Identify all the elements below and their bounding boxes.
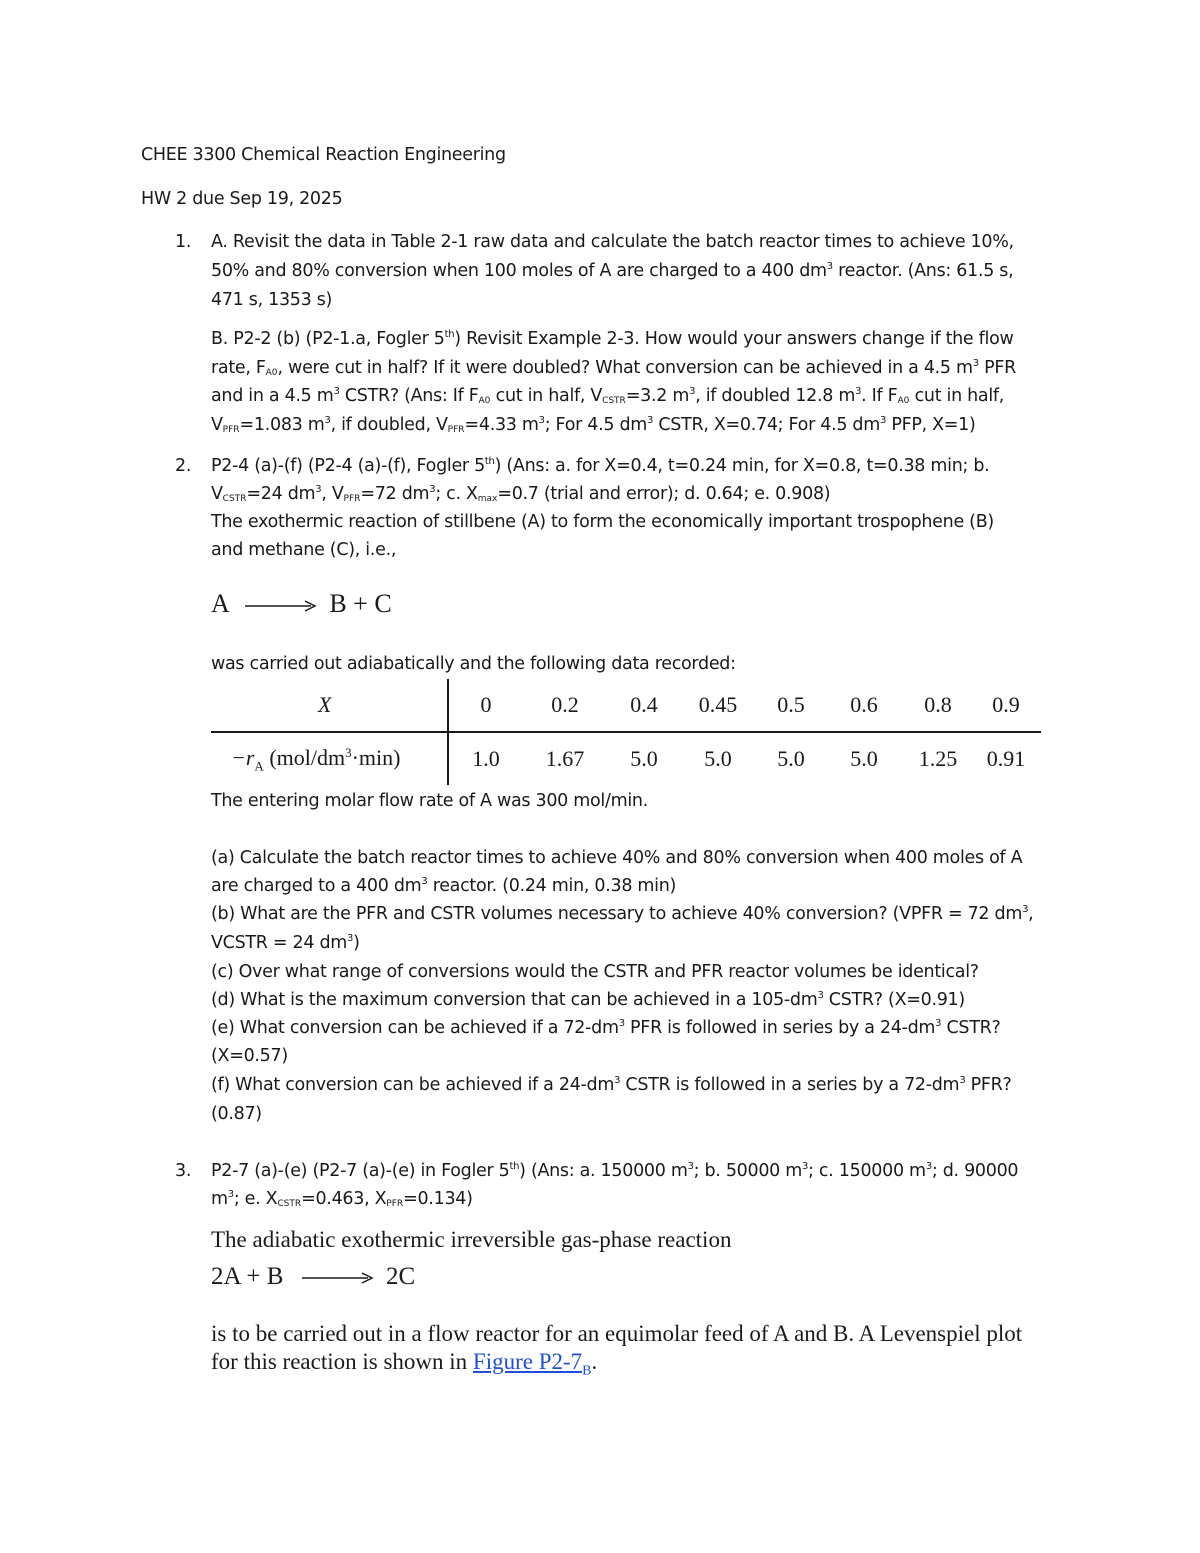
q2-part-a-line1: (a) Calculate the batch reactor times to achieve 40% and 80% conversion when 400 moles of A [211,848,1023,868]
q2-part-f-line2: (0.87) [211,1104,262,1124]
q2-line1: P2-4 (a)-(f) (P2-4 (a)-(f), Fogler 5th) (Ans: a. for X=0.4, t=0.24 min, for X=0.8, t=0.38 min; b. [211,456,990,476]
table-rate-cell: 5.0 [704,746,732,771]
q2-part-b-line2: VCSTR = 24 $dm^3$) [211,933,360,953]
q1-number: 1. [175,232,192,252]
q1-a-line1: A. Revisit the data in Table 2-1 raw data and calculate the batch reactor times to achieve 10%, [211,232,1014,252]
q2-number: 2. [175,456,192,476]
q1-b-line3: and in a 4.5 $m^3$ CSTR? (Ans: If $F_{A0}$ cut in half, $V_{CSTR}=3.2$ $m^3$, if doubled 12.8 $m^3$. If $F_{A0}$ cut in half, [211,386,1005,406]
q2-part-f-line1: (f) What conversion can be achieved if a $24-dm^3$ CSTR is followed in a series by a $72-dm^3$ PFR? [211,1075,1012,1095]
table-rate-cell: 0.91 [986,746,1026,771]
q3-intro: The adiabatic exothermic irreversible gas-phase reaction [211,1227,732,1252]
q2-part-b-line1: (b) What are the PFR and CSTR volumes necessary to achieve 40% conversion? (VPFR = 72 $dm^3$, [211,904,1034,924]
q2-reaction [211,589,392,619]
q1-a-line2: 50% and 80% conversion when 100 moles of A are charged to a 400 $dm^3$ reactor. (Ans: 61.5 s, [211,261,1014,281]
q2-line4: and methane (C), i.e., [211,540,397,560]
q3-body-line1: is to be carried out in a flow reactor for an equimolar feed of A and B. A Levenspiel plot [211,1321,1023,1346]
q2-part-d: (d) What is the maximum conversion that can be achieved in a $105-dm^3$ CSTR? (X=0.91) [211,990,965,1010]
table-rate-cell: 1.25 [918,746,958,771]
q2-data-intro: was carried out adiabatically and the following data recorded: [211,654,736,674]
table-x-header: X [318,692,332,717]
reaction-reactant: A [211,589,229,618]
q1-b-line4: $V_{PFR}=1.083$ $m^3$, if doubled, $V_{PFR}=4.33$ $m^3$; For 4.5 $dm^3$ CSTR, X=0.74; For 4.5 $dm^3$ PFP, X=1) [211,415,976,435]
table-x-cell: 0.4 [630,692,658,717]
table-rate-cell: 5.0 [777,746,805,771]
q2-part-c: (c) Over what range of conversions would the CSTR and PFR reactor volumes be identical? [211,962,979,982]
q2-part-e-line1: (e) What conversion can be achieved if a $72-dm^3$ PFR is followed in series by a $24-dm^3$ CSTR? [211,1018,1001,1038]
table-rate-cell: 1.67 [545,746,585,771]
homework-title: HW 2 due Sep 19, 2025 [141,189,343,209]
table-x-cell: 0.2 [551,692,579,717]
q2-part-a-line2: are charged to a 400 $dm^3$ reactor. (0.24 min, 0.38 min) [211,876,677,896]
q2-line3: The exothermic reaction of stillbene (A) to form the economically important trospophene (B) [211,512,994,532]
table-rate-cell: 5.0 [850,746,878,771]
reaction-product: 2C [385,1263,416,1290]
reaction-arrow-icon [302,1271,374,1285]
q3-line2: $m^3$; e. $X_{CSTR}=0.463$, $X_{PFR}=0.134$) [211,1189,473,1209]
q1-b-line2: rate, $F_{A0}$, were cut in half? If it were doubled? What conversion can be achieved in a 4.5 $m^3$ PFR [211,358,1016,378]
table-x-cell: 0.5 [777,692,805,717]
table-x-cell: 0.45 [698,692,738,717]
reaction-arrow-icon [245,599,317,613]
q3-number: 3. [175,1161,192,1181]
q1-a-line3: 471 s, 1353 s) [211,290,333,310]
table-rate-cell: 5.0 [630,746,658,771]
q2-feed-rate: The entering molar flow rate of A was 300 mol/min. [211,791,648,811]
table-x-cell: 0 [480,692,492,717]
q3-body-line2: for this reaction is shown in Figure $P2-7_B$. [211,1349,598,1379]
q3-reaction [211,1263,415,1291]
reaction-products: B + C [329,589,392,618]
q2-line2: $V_{CSTR}=24$ $dm^3$, $V_{PFR}=72$ $dm^3$; c. $X_{max}=0.7$ (trial and error); d. 0.64; e. 0.908) [211,484,831,504]
q1-b-line1: B. P2-2 (b) (P2-1.a, Fogler 5th) Revisit Example 2-3. How would your answers change if the flow [211,329,1014,349]
table-rate-cell: 1.0 [472,746,500,771]
course-title: CHEE 3300 Chemical Reaction Engineering [141,145,506,165]
table-x-cell: 0.8 [924,692,952,717]
table-horizontal-divider [211,731,1041,733]
reaction-reactants: 2A + B [211,1263,284,1290]
table-x-cell: 0.6 [850,692,878,717]
q2-part-e-line2: (X=0.57) [211,1046,288,1066]
table-x-cell: 0.9 [992,692,1020,717]
figure-link[interactable]: Figure $P2-7_B$ [472,1349,592,1379]
table-rate-header: $-r_A$ $(mol/dm^3\cdot\min)$ [231,745,401,774]
q3-line1: P2-7 (a)-(e) (P2-7 (a)-(e) in Fogler 5th) (Ans: a. 150000 $m^3$; b. 50000 $m^3$; c. 150000 $m^3$; d. 90000 [211,1161,1019,1181]
